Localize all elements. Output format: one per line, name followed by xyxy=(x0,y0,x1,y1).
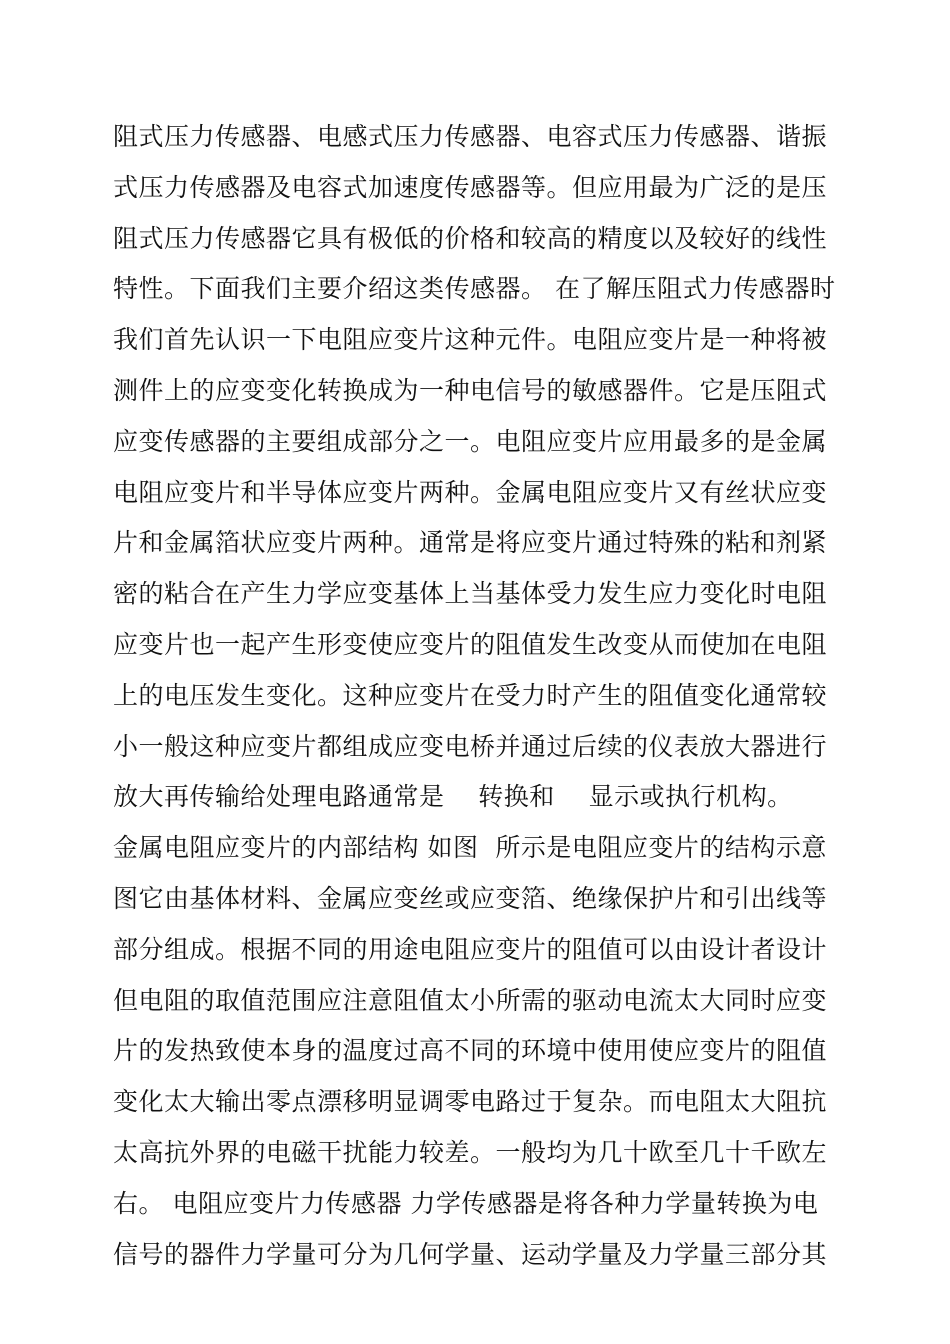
text-line-10: 密的粘合在产生力学应变基体上当基体受力发生应力变化时电阻 xyxy=(113,579,828,609)
text-line-11: 应变片也一起产生形变使应变片的阻值发生改变从而使加在电阻 xyxy=(113,629,828,659)
text-line-13: 小一般这种应变片都组成应变电桥并通过后续的仪表放大器进行 xyxy=(113,731,828,761)
text-line-1: 阻式压力传感器、电感式压力传感器、电容式压力传感器、谐振 xyxy=(113,122,828,151)
text-line-2: 式压力传感器及电容式加速度传感器等。但应用最为广泛的是压 xyxy=(113,172,828,202)
text-line-18: 但电阻的取值范围应注意阻值太小所需的驱动电流太大同时应变 xyxy=(113,985,828,1015)
text-line-8: 电阻应变片和半导体应变片两种。金属电阻应变片又有丝状应变 xyxy=(113,477,828,507)
text-line-5: 我们首先认识一下电阻应变片这种元件。电阻应变片是一种将被 xyxy=(113,325,828,355)
text-line-16: 图它由基体材料、金属应变丝或应变箔、绝缘保护片和引出线等 xyxy=(113,883,828,913)
text-line-22: 右。 电阻应变片力传感器 力学传感器是将各种力学量转换为电 xyxy=(113,1188,819,1218)
text-line-12: 上的电压发生变化。这种应变片在受力时产生的阻值变化通常较 xyxy=(113,680,828,710)
text-line-19: 片的发热致使本身的温度过高不同的环境中使用使应变片的阻值 xyxy=(113,1036,828,1066)
text-line-20: 变化太大输出零点漂移明显调零电路过于复杂。而电阻太大阻抗 xyxy=(113,1087,828,1117)
text-line-21: 太高抗外界的电磁干扰能力较差。一般均为几十欧至几十千欧左 xyxy=(113,1137,828,1167)
body-text xyxy=(113,112,843,1280)
text-line-6: 测件上的应变变化转换成为一种电信号的敏感器件。它是压阻式 xyxy=(113,375,828,405)
text-line-3: 阻式压力传感器它具有极低的价格和较高的精度以及较好的线性 xyxy=(113,223,828,253)
text-line-14: 放大再传输给处理电路通常是 转换和 显示或执行机构。 xyxy=(113,782,793,812)
text-line-4: 特性。下面我们主要介绍这类传感器。 在了解压阻式力传感器时 xyxy=(113,274,836,304)
text-line-17: 部分组成。根据不同的用途电阻应变片的阻值可以由设计者设计 xyxy=(113,934,828,964)
text-line-23: 信号的器件力学量可分为几何学量、运动学量及力学量三部分其 xyxy=(113,1239,828,1269)
text-line-9: 片和金属箔状应变片两种。通常是将应变片通过特殊的粘和剂紧 xyxy=(113,528,828,558)
text-line-15: 金属电阻应变片的内部结构 如图 所示是电阻应变片的结构示意 xyxy=(113,833,827,863)
text-line-7: 应变传感器的主要组成部分之一。电阻应变片应用最多的是金属 xyxy=(113,426,828,456)
